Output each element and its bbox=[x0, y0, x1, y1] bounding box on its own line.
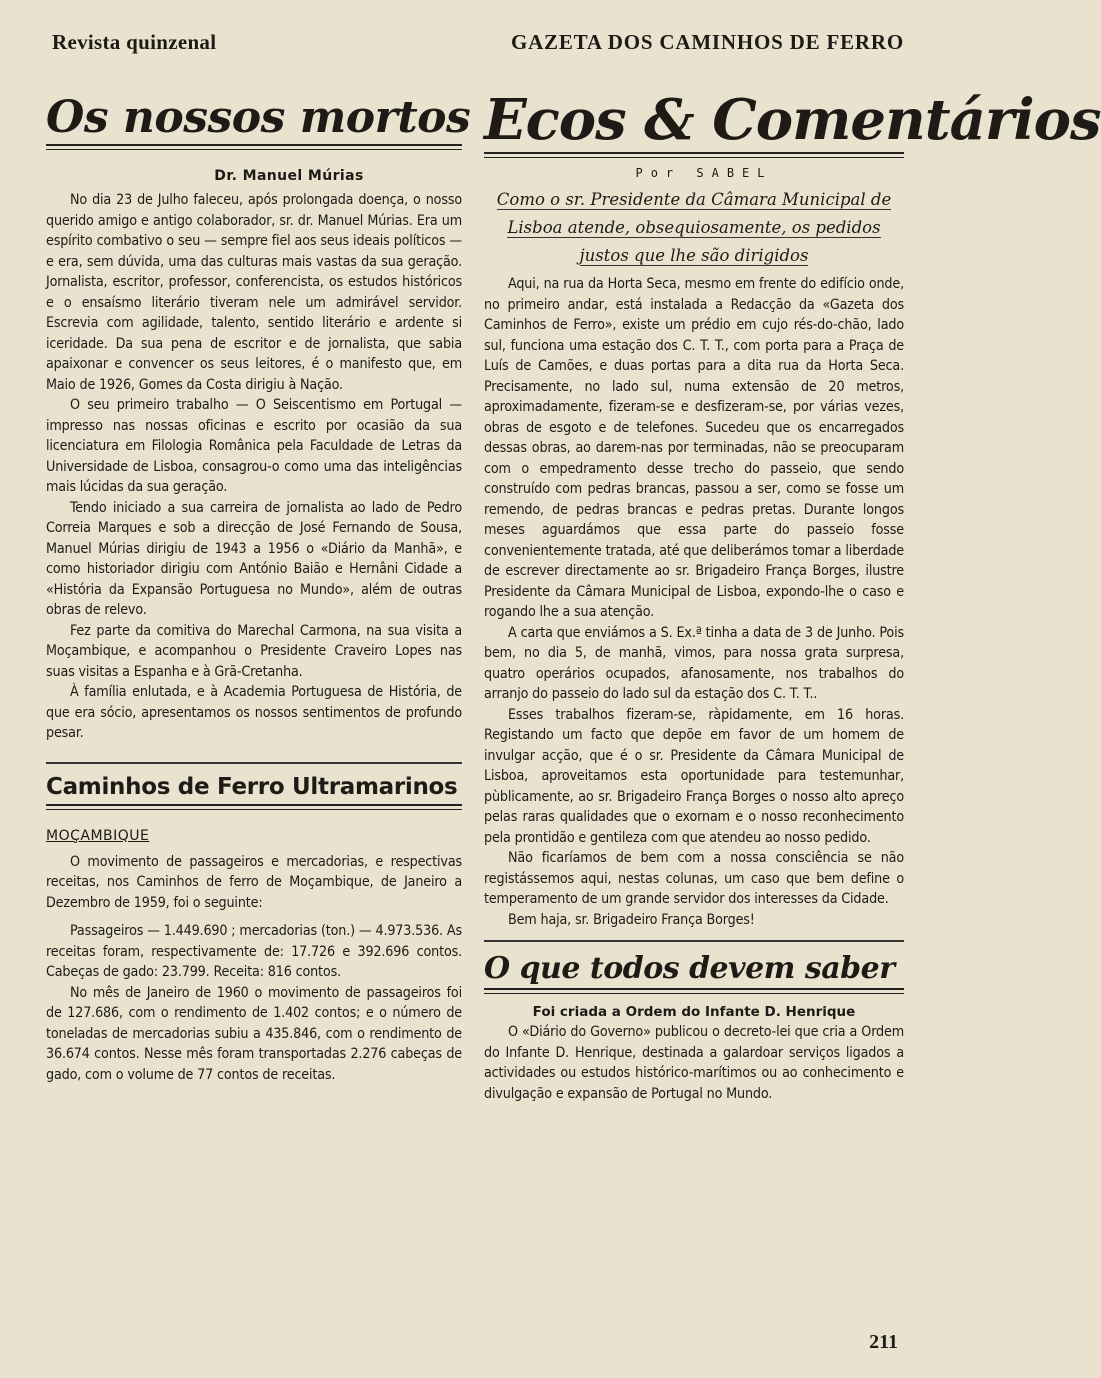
saber-title: O que todos devem saber bbox=[484, 951, 895, 986]
ecos-subhead bbox=[484, 186, 904, 270]
ecos-title: Ecos & Comentários bbox=[484, 87, 1101, 153]
running-header-left: Revista quinzenal bbox=[52, 30, 217, 54]
paragraph: Não ficaríamos de bem com a nossa consciência se não registássemos aqui, nestas colunas, um caso que bem define o temperamento de um grande servidor dos interesses da Cidade. bbox=[484, 850, 904, 907]
ecos-body bbox=[484, 274, 904, 930]
running-header-right: GAZETA DOS CAMINHOS DE FERRO bbox=[510, 30, 904, 54]
paragraph: O seu primeiro trabalho — O Seiscentismo em Portugal — impresso nas nossas oficinas e escrito por ocasião da sua licenciatura em Filologia Românica pela Faculdade de Letras da Universidade de Lisboa, consagrou-o como uma das inteligências mais lúcidas da sua geração. bbox=[46, 397, 462, 495]
obituary-body bbox=[46, 190, 462, 744]
page-number: 211 bbox=[869, 1331, 898, 1353]
paragraph: Esses trabalhos fizeram-se, ràpidamente, em 16 horas. Registando um facto que depõe em favor de um homem de invulgar acção, que é o sr. Presidente da Câmara Municipal de Lisboa, aproveitamos esta oportunidade para testemunhar, pùblicamente, ao sr. Brigadeiro França Borges o nosso alto apreço pelas raras qualidades que o exornam e o nosso reconhecimento pela prontidão e gentileza com que atendeu ao nosso pedido. bbox=[484, 706, 904, 846]
section-divider bbox=[484, 940, 904, 942]
paragraph: No dia 23 de Julho faleceu, após prolongada doença, o nosso querido amigo e antigo colaborador, sr. dr. Manuel Múrias. Era um espírito combativo o seu — sempre fiel aos seus ideais políticos — e era, sem dúvida, uma das culturas mais vastas da sua geração. Jornalista, escritor, professor, conferencista, os estudos históricos e o ensaísmo literário tiveram nele um admirável servidor. Escrevia com agilidade, talento, sentido literário e ardente si iceridade. Da sua pena de escritor e de jornalista, que sabia apaixonar e convencer os seus leitores, é o manifesto que, em Maio de 1926, Gomes da Costa dirigiu à Nação. bbox=[46, 192, 462, 393]
paragraph: À família enlutada, e à Academia Portuguesa de História, de que era sócio, apresentamos os nossos sentimentos de profundo pesar. bbox=[46, 684, 462, 741]
section-divider bbox=[46, 762, 462, 764]
section-label: MOÇAMBIQUE bbox=[46, 827, 150, 844]
left-column bbox=[46, 92, 471, 1085]
saber-body bbox=[484, 1022, 904, 1104]
title-rule bbox=[46, 144, 462, 150]
byline: Por SABEL bbox=[635, 166, 773, 180]
paragraph: Bem haja, sr. Brigadeiro França Borges! bbox=[508, 911, 755, 928]
paragraph: O movimento de passageiros e mercadorias, e respectivas receitas, nos Caminhos de ferro de Moçambique, de Janeiro a Dezembro de 1959, foi o seguinte: bbox=[46, 853, 462, 911]
subhead-text: Como o sr. Presidente da Câmara Municipal de Lisboa atende, obsequiosamente, os pedidos justos que lhe são dirigidos bbox=[496, 190, 892, 265]
paragraph: Passageiros — 1.449.690 ; mercadorias (ton.) — 4.973.536. As receitas foram, respectivamente de: 17.726 e 392.696 contos. Cabeças de gado: 23.799. Receita: 816 contos. bbox=[46, 923, 462, 980]
paragraph: A carta que enviámos a S. Ex.ª tinha a data de 3 de Junho. Pois bem, no dia 5, de manhã, vimos, para nossa grata surpresa, quatro operários ocupados, afanosamente, nos trabalhos do arranjo do passeio do lado sul da estação dos C. T. T.. bbox=[484, 624, 904, 702]
paragraph: No mês de Janeiro de 1960 o movimento de passageiros foi de 127.686, com o rendimento de 1.402 contos; e o número de toneladas de mercadorias subiu a 435.846, com o rendimento de 36.674 contos. Nesse mês foram transportadas 2.276 cabeças de gado, com o volume de 77 contos de receitas. bbox=[46, 984, 462, 1083]
saber-subtitle: Foi criada a Ordem do Infante D. Henrique bbox=[532, 1004, 856, 1020]
obituary-title: Os nossos mortos bbox=[46, 92, 471, 143]
paragraph: O «Diário do Governo» publicou o decreto-lei que cria a Ordem do Infante D. Henrique, destinada a galardoar serviços ligados a actividades ou estudos histórico-marítimos ou ao conhecimento e divulgação e expansão de Portugal no Mundo. bbox=[484, 1024, 904, 1102]
obituary-author: Dr. Manuel Múrias bbox=[214, 168, 364, 184]
paragraph: Aqui, na rua da Horta Seca, mesmo em frente do edifício onde, no primeiro andar, está instalada a Redacção da «Gazeta dos Caminhos de Ferro», existe um prédio em cujo rés-do-chão, lado sul, funciona uma estação dos C. T. T., com porta para a Praça de Luís de Camões, e duas portas para a dita rua da Horta Seca. Precisamente, no lado sul, numa extensão de 20 metros, aproximadamente, fizeram-se e desfizeram-se, por várias vezes, obras de esgoto e de telefones. Sucedeu que os encarregados dessas obras, ao darem-nas por terminadas, não se preocuparam com o empedramento desse trecho do passeio, que sendo construído com pedras brancas, passou a ser, como se fosse um remendo, de pedras brancas e pedras pretas. Durante longos meses aguardámos que essa parte do passeio fosse convenientemente tratada, até que deliberámos tomar a liberdade de escrever directamente ao sr. Brigadeiro França Borges, ilustre Presidente da Câmara Municipal de Lisboa, expondo-lhe o caso e rogando lhe a sua atenção. bbox=[484, 276, 904, 620]
right-column bbox=[484, 87, 1101, 1104]
ultramar-title: Caminhos de Ferro Ultramarinos bbox=[46, 773, 458, 800]
paragraph: Tendo iniciado a sua carreira de jornalista ao lado de Pedro Correia Marques e sob a direcção de José Fernando de Sousa, Manuel Múrias dirigiu de 1943 a 1956 o «Diário da Manhã», e como historiador dirigiu com António Baião e Hernâni Cidade a «História da Expansão Portuguesa no Mundo», além de outras obras de relevo. bbox=[46, 499, 462, 618]
ultramar-body bbox=[46, 852, 462, 1086]
title-rule bbox=[46, 804, 462, 810]
paragraph: Fez parte da comitiva do Marechal Carmona, na sua visita a Moçambique, e acompanhou o Presidente Craveiro Lopes nas suas visitas a Espanha e à Grã-Cretanha. bbox=[46, 622, 462, 680]
title-rule bbox=[484, 988, 904, 994]
